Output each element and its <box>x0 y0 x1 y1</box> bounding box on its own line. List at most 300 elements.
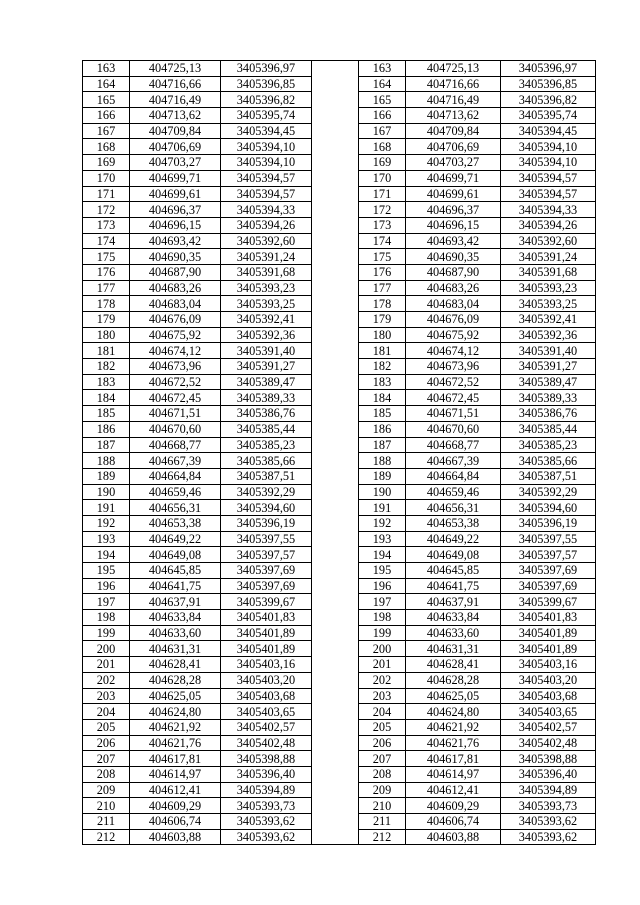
right-y-coordinate-cell: 3405392,60 <box>501 233 596 249</box>
column-gap <box>312 829 359 845</box>
left-x-coordinate-cell: 404664,84 <box>130 468 221 484</box>
right-x-coordinate-cell: 404606,74 <box>406 814 501 830</box>
right-y-coordinate-cell: 3405396,97 <box>501 61 596 77</box>
table-row <box>83 327 596 343</box>
left-y-coordinate-cell: 3405385,23 <box>221 437 312 453</box>
right-y-coordinate-cell: 3405391,68 <box>501 264 596 280</box>
left-x-coordinate-cell: 404671,51 <box>130 406 221 422</box>
right-point-number-cell: 197 <box>359 594 406 610</box>
table-row <box>83 735 596 751</box>
right-point-number-cell: 201 <box>359 657 406 673</box>
right-point-number-cell: 165 <box>359 92 406 108</box>
right-x-coordinate-cell: 404641,75 <box>406 578 501 594</box>
right-point-number-cell: 184 <box>359 390 406 406</box>
table-row <box>83 280 596 296</box>
left-y-coordinate-cell: 3405394,33 <box>221 202 312 218</box>
right-y-coordinate-cell: 3405394,10 <box>501 155 596 171</box>
column-gap <box>312 61 359 77</box>
column-gap <box>312 233 359 249</box>
table-row <box>83 312 596 328</box>
left-x-coordinate-cell: 404706,69 <box>130 139 221 155</box>
column-gap <box>312 343 359 359</box>
right-y-coordinate-cell: 3405393,62 <box>501 814 596 830</box>
table-row <box>83 563 596 579</box>
table-row <box>83 249 596 265</box>
left-x-coordinate-cell: 404624,80 <box>130 704 221 720</box>
left-point-number-cell: 210 <box>83 798 130 814</box>
right-x-coordinate-cell: 404614,97 <box>406 766 501 782</box>
right-y-coordinate-cell: 3405385,66 <box>501 453 596 469</box>
right-x-coordinate-cell: 404603,88 <box>406 829 501 845</box>
left-x-coordinate-cell: 404716,49 <box>130 92 221 108</box>
right-y-coordinate-cell: 3405393,73 <box>501 798 596 814</box>
right-x-coordinate-cell: 404699,61 <box>406 186 501 202</box>
right-y-coordinate-cell: 3405397,55 <box>501 531 596 547</box>
left-y-coordinate-cell: 3405403,65 <box>221 704 312 720</box>
right-y-coordinate-cell: 3405403,20 <box>501 672 596 688</box>
left-x-coordinate-cell: 404653,38 <box>130 515 221 531</box>
left-x-coordinate-cell: 404683,26 <box>130 280 221 296</box>
left-point-number-cell: 198 <box>83 610 130 626</box>
table-row <box>83 468 596 484</box>
right-point-number-cell: 188 <box>359 453 406 469</box>
left-point-number-cell: 189 <box>83 468 130 484</box>
right-x-coordinate-cell: 404696,37 <box>406 202 501 218</box>
left-point-number-cell: 174 <box>83 233 130 249</box>
left-y-coordinate-cell: 3405389,33 <box>221 390 312 406</box>
left-x-coordinate-cell: 404693,42 <box>130 233 221 249</box>
right-x-coordinate-cell: 404645,85 <box>406 563 501 579</box>
left-x-coordinate-cell: 404621,76 <box>130 735 221 751</box>
left-point-number-cell: 181 <box>83 343 130 359</box>
left-point-number-cell: 166 <box>83 108 130 124</box>
left-point-number-cell: 192 <box>83 515 130 531</box>
left-y-coordinate-cell: 3405396,40 <box>221 766 312 782</box>
left-y-coordinate-cell: 3405396,85 <box>221 76 312 92</box>
column-gap <box>312 217 359 233</box>
table-row <box>83 374 596 390</box>
right-y-coordinate-cell: 3405389,33 <box>501 390 596 406</box>
right-y-coordinate-cell: 3405385,44 <box>501 421 596 437</box>
left-x-coordinate-cell: 404713,62 <box>130 108 221 124</box>
right-x-coordinate-cell: 404637,91 <box>406 594 501 610</box>
right-x-coordinate-cell: 404690,35 <box>406 249 501 265</box>
left-point-number-cell: 205 <box>83 719 130 735</box>
right-x-coordinate-cell: 404725,13 <box>406 61 501 77</box>
right-x-coordinate-cell: 404675,92 <box>406 327 501 343</box>
left-point-number-cell: 180 <box>83 327 130 343</box>
right-x-coordinate-cell: 404693,42 <box>406 233 501 249</box>
column-gap <box>312 515 359 531</box>
right-y-coordinate-cell: 3405385,23 <box>501 437 596 453</box>
right-point-number-cell: 211 <box>359 814 406 830</box>
right-x-coordinate-cell: 404676,09 <box>406 312 501 328</box>
column-gap <box>312 735 359 751</box>
left-y-coordinate-cell: 3405394,57 <box>221 170 312 186</box>
right-x-coordinate-cell: 404633,84 <box>406 610 501 626</box>
right-y-coordinate-cell: 3405394,57 <box>501 170 596 186</box>
column-gap <box>312 327 359 343</box>
column-gap <box>312 563 359 579</box>
right-y-coordinate-cell: 3405387,51 <box>501 468 596 484</box>
left-point-number-cell: 173 <box>83 217 130 233</box>
left-y-coordinate-cell: 3405395,74 <box>221 108 312 124</box>
right-x-coordinate-cell: 404687,90 <box>406 264 501 280</box>
right-y-coordinate-cell: 3405391,27 <box>501 359 596 375</box>
column-gap <box>312 704 359 720</box>
left-point-number-cell: 193 <box>83 531 130 547</box>
column-gap <box>312 264 359 280</box>
left-x-coordinate-cell: 404696,37 <box>130 202 221 218</box>
column-gap <box>312 610 359 626</box>
left-x-coordinate-cell: 404668,77 <box>130 437 221 453</box>
left-x-coordinate-cell: 404625,05 <box>130 688 221 704</box>
right-point-number-cell: 186 <box>359 421 406 437</box>
left-x-coordinate-cell: 404667,39 <box>130 453 221 469</box>
column-gap <box>312 500 359 516</box>
left-y-coordinate-cell: 3405386,76 <box>221 406 312 422</box>
left-y-coordinate-cell: 3405389,47 <box>221 374 312 390</box>
right-point-number-cell: 178 <box>359 296 406 312</box>
right-point-number-cell: 206 <box>359 735 406 751</box>
left-y-coordinate-cell: 3405398,88 <box>221 751 312 767</box>
table-row <box>83 359 596 375</box>
right-y-coordinate-cell: 3405403,16 <box>501 657 596 673</box>
right-x-coordinate-cell: 404649,22 <box>406 531 501 547</box>
column-gap <box>312 798 359 814</box>
right-x-coordinate-cell: 404683,26 <box>406 280 501 296</box>
right-point-number-cell: 179 <box>359 312 406 328</box>
left-x-coordinate-cell: 404672,45 <box>130 390 221 406</box>
left-point-number-cell: 206 <box>83 735 130 751</box>
left-x-coordinate-cell: 404637,91 <box>130 594 221 610</box>
right-y-coordinate-cell: 3405394,26 <box>501 217 596 233</box>
left-y-coordinate-cell: 3405385,44 <box>221 421 312 437</box>
column-gap <box>312 625 359 641</box>
right-x-coordinate-cell: 404612,41 <box>406 782 501 798</box>
left-y-coordinate-cell: 3405397,69 <box>221 578 312 594</box>
right-x-coordinate-cell: 404656,31 <box>406 500 501 516</box>
right-point-number-cell: 166 <box>359 108 406 124</box>
column-gap <box>312 531 359 547</box>
left-x-coordinate-cell: 404614,97 <box>130 766 221 782</box>
left-x-coordinate-cell: 404699,61 <box>130 186 221 202</box>
right-y-coordinate-cell: 3405401,89 <box>501 625 596 641</box>
right-x-coordinate-cell: 404673,96 <box>406 359 501 375</box>
right-y-coordinate-cell: 3405386,76 <box>501 406 596 422</box>
left-y-coordinate-cell: 3405391,68 <box>221 264 312 280</box>
right-x-coordinate-cell: 404699,71 <box>406 170 501 186</box>
column-gap <box>312 108 359 124</box>
table-row <box>83 515 596 531</box>
left-y-coordinate-cell: 3405402,48 <box>221 735 312 751</box>
right-y-coordinate-cell: 3405389,47 <box>501 374 596 390</box>
right-y-coordinate-cell: 3405396,19 <box>501 515 596 531</box>
column-gap <box>312 359 359 375</box>
table-row <box>83 688 596 704</box>
table-row <box>83 500 596 516</box>
left-point-number-cell: 179 <box>83 312 130 328</box>
left-point-number-cell: 163 <box>83 61 130 77</box>
right-y-coordinate-cell: 3405399,67 <box>501 594 596 610</box>
left-point-number-cell: 186 <box>83 421 130 437</box>
left-x-coordinate-cell: 404633,84 <box>130 610 221 626</box>
left-point-number-cell: 188 <box>83 453 130 469</box>
left-x-coordinate-cell: 404672,52 <box>130 374 221 390</box>
table-row <box>83 751 596 767</box>
column-gap <box>312 186 359 202</box>
left-y-coordinate-cell: 3405401,89 <box>221 641 312 657</box>
left-x-coordinate-cell: 404670,60 <box>130 421 221 437</box>
left-x-coordinate-cell: 404612,41 <box>130 782 221 798</box>
left-y-coordinate-cell: 3405397,55 <box>221 531 312 547</box>
left-point-number-cell: 177 <box>83 280 130 296</box>
right-y-coordinate-cell: 3405397,69 <box>501 578 596 594</box>
right-y-coordinate-cell: 3405397,69 <box>501 563 596 579</box>
column-gap <box>312 249 359 265</box>
right-y-coordinate-cell: 3405402,48 <box>501 735 596 751</box>
left-x-coordinate-cell: 404631,31 <box>130 641 221 657</box>
right-y-coordinate-cell: 3405403,68 <box>501 688 596 704</box>
left-x-coordinate-cell: 404649,22 <box>130 531 221 547</box>
column-gap <box>312 594 359 610</box>
left-y-coordinate-cell: 3405394,10 <box>221 155 312 171</box>
left-x-coordinate-cell: 404603,88 <box>130 829 221 845</box>
table-row <box>83 202 596 218</box>
right-y-coordinate-cell: 3405398,88 <box>501 751 596 767</box>
table-row <box>83 217 596 233</box>
right-point-number-cell: 170 <box>359 170 406 186</box>
column-gap <box>312 547 359 563</box>
right-point-number-cell: 169 <box>359 155 406 171</box>
right-point-number-cell: 173 <box>359 217 406 233</box>
column-gap <box>312 76 359 92</box>
table-row <box>83 547 596 563</box>
right-point-number-cell: 194 <box>359 547 406 563</box>
right-y-coordinate-cell: 3405393,23 <box>501 280 596 296</box>
table-row <box>83 766 596 782</box>
right-y-coordinate-cell: 3405392,29 <box>501 484 596 500</box>
table-row <box>83 531 596 547</box>
column-gap <box>312 280 359 296</box>
right-y-coordinate-cell: 3405392,36 <box>501 327 596 343</box>
right-point-number-cell: 202 <box>359 672 406 688</box>
column-gap <box>312 578 359 594</box>
right-x-coordinate-cell: 404703,27 <box>406 155 501 171</box>
right-x-coordinate-cell: 404667,39 <box>406 453 501 469</box>
right-point-number-cell: 172 <box>359 202 406 218</box>
right-point-number-cell: 177 <box>359 280 406 296</box>
left-y-coordinate-cell: 3405385,66 <box>221 453 312 469</box>
left-point-number-cell: 183 <box>83 374 130 390</box>
table-row <box>83 296 596 312</box>
right-point-number-cell: 171 <box>359 186 406 202</box>
right-x-coordinate-cell: 404628,41 <box>406 657 501 673</box>
left-x-coordinate-cell: 404649,08 <box>130 547 221 563</box>
left-point-number-cell: 167 <box>83 123 130 139</box>
right-x-coordinate-cell: 404609,29 <box>406 798 501 814</box>
left-x-coordinate-cell: 404687,90 <box>130 264 221 280</box>
left-point-number-cell: 172 <box>83 202 130 218</box>
right-y-coordinate-cell: 3405397,57 <box>501 547 596 563</box>
right-y-coordinate-cell: 3405394,33 <box>501 202 596 218</box>
column-gap <box>312 155 359 171</box>
left-x-coordinate-cell: 404673,96 <box>130 359 221 375</box>
left-point-number-cell: 176 <box>83 264 130 280</box>
right-y-coordinate-cell: 3405401,83 <box>501 610 596 626</box>
left-y-coordinate-cell: 3405399,67 <box>221 594 312 610</box>
table-row <box>83 92 596 108</box>
coordinate-table <box>82 60 596 845</box>
right-x-coordinate-cell: 404706,69 <box>406 139 501 155</box>
table-row <box>83 578 596 594</box>
column-gap <box>312 123 359 139</box>
right-point-number-cell: 192 <box>359 515 406 531</box>
left-y-coordinate-cell: 3405396,97 <box>221 61 312 77</box>
right-point-number-cell: 203 <box>359 688 406 704</box>
right-point-number-cell: 207 <box>359 751 406 767</box>
right-x-coordinate-cell: 404683,04 <box>406 296 501 312</box>
column-gap <box>312 312 359 328</box>
left-point-number-cell: 169 <box>83 155 130 171</box>
document-page <box>82 60 595 845</box>
left-point-number-cell: 178 <box>83 296 130 312</box>
column-gap <box>312 406 359 422</box>
table-row <box>83 390 596 406</box>
left-point-number-cell: 204 <box>83 704 130 720</box>
left-point-number-cell: 168 <box>83 139 130 155</box>
right-point-number-cell: 187 <box>359 437 406 453</box>
right-x-coordinate-cell: 404633,60 <box>406 625 501 641</box>
right-point-number-cell: 164 <box>359 76 406 92</box>
right-point-number-cell: 212 <box>359 829 406 845</box>
left-point-number-cell: 208 <box>83 766 130 782</box>
column-gap <box>312 139 359 155</box>
table-row <box>83 186 596 202</box>
right-x-coordinate-cell: 404628,28 <box>406 672 501 688</box>
right-x-coordinate-cell: 404617,81 <box>406 751 501 767</box>
right-x-coordinate-cell: 404631,31 <box>406 641 501 657</box>
left-x-coordinate-cell: 404699,71 <box>130 170 221 186</box>
column-gap <box>312 641 359 657</box>
column-gap <box>312 374 359 390</box>
left-x-coordinate-cell: 404725,13 <box>130 61 221 77</box>
right-point-number-cell: 208 <box>359 766 406 782</box>
table-row <box>83 437 596 453</box>
left-point-number-cell: 187 <box>83 437 130 453</box>
left-y-coordinate-cell: 3405392,41 <box>221 312 312 328</box>
left-y-coordinate-cell: 3405402,57 <box>221 719 312 735</box>
left-point-number-cell: 190 <box>83 484 130 500</box>
left-x-coordinate-cell: 404609,29 <box>130 798 221 814</box>
left-y-coordinate-cell: 3405392,60 <box>221 233 312 249</box>
right-point-number-cell: 185 <box>359 406 406 422</box>
column-gap <box>312 672 359 688</box>
right-x-coordinate-cell: 404625,05 <box>406 688 501 704</box>
column-gap <box>312 437 359 453</box>
right-point-number-cell: 193 <box>359 531 406 547</box>
right-y-coordinate-cell: 3405391,40 <box>501 343 596 359</box>
left-y-coordinate-cell: 3405391,40 <box>221 343 312 359</box>
left-x-coordinate-cell: 404641,75 <box>130 578 221 594</box>
right-point-number-cell: 167 <box>359 123 406 139</box>
right-x-coordinate-cell: 404664,84 <box>406 468 501 484</box>
left-x-coordinate-cell: 404696,15 <box>130 217 221 233</box>
left-x-coordinate-cell: 404675,92 <box>130 327 221 343</box>
left-x-coordinate-cell: 404676,09 <box>130 312 221 328</box>
left-y-coordinate-cell: 3405393,73 <box>221 798 312 814</box>
left-point-number-cell: 195 <box>83 563 130 579</box>
table-row <box>83 123 596 139</box>
column-gap <box>312 390 359 406</box>
right-x-coordinate-cell: 404674,12 <box>406 343 501 359</box>
table-row <box>83 343 596 359</box>
left-y-coordinate-cell: 3405394,45 <box>221 123 312 139</box>
left-point-number-cell: 170 <box>83 170 130 186</box>
column-gap <box>312 719 359 735</box>
left-point-number-cell: 196 <box>83 578 130 594</box>
table-row <box>83 610 596 626</box>
right-y-coordinate-cell: 3405392,41 <box>501 312 596 328</box>
right-x-coordinate-cell: 404621,92 <box>406 719 501 735</box>
right-point-number-cell: 189 <box>359 468 406 484</box>
right-x-coordinate-cell: 404709,84 <box>406 123 501 139</box>
right-point-number-cell: 200 <box>359 641 406 657</box>
right-point-number-cell: 210 <box>359 798 406 814</box>
left-point-number-cell: 212 <box>83 829 130 845</box>
right-y-coordinate-cell: 3405403,65 <box>501 704 596 720</box>
right-y-coordinate-cell: 3405396,85 <box>501 76 596 92</box>
right-y-coordinate-cell: 3405395,74 <box>501 108 596 124</box>
left-x-coordinate-cell: 404659,46 <box>130 484 221 500</box>
table-row <box>83 233 596 249</box>
left-y-coordinate-cell: 3405403,68 <box>221 688 312 704</box>
left-x-coordinate-cell: 404606,74 <box>130 814 221 830</box>
left-y-coordinate-cell: 3405394,26 <box>221 217 312 233</box>
right-x-coordinate-cell: 404672,45 <box>406 390 501 406</box>
left-y-coordinate-cell: 3405397,57 <box>221 547 312 563</box>
left-point-number-cell: 185 <box>83 406 130 422</box>
right-point-number-cell: 209 <box>359 782 406 798</box>
left-x-coordinate-cell: 404633,60 <box>130 625 221 641</box>
column-gap <box>312 453 359 469</box>
right-y-coordinate-cell: 3405394,60 <box>501 500 596 516</box>
left-x-coordinate-cell: 404628,41 <box>130 657 221 673</box>
table-row <box>83 625 596 641</box>
table-row <box>83 76 596 92</box>
table-row <box>83 829 596 845</box>
left-point-number-cell: 197 <box>83 594 130 610</box>
left-x-coordinate-cell: 404703,27 <box>130 155 221 171</box>
left-point-number-cell: 184 <box>83 390 130 406</box>
right-x-coordinate-cell: 404659,46 <box>406 484 501 500</box>
left-x-coordinate-cell: 404683,04 <box>130 296 221 312</box>
left-point-number-cell: 164 <box>83 76 130 92</box>
table-row <box>83 657 596 673</box>
table-row <box>83 719 596 735</box>
right-y-coordinate-cell: 3405394,57 <box>501 186 596 202</box>
left-x-coordinate-cell: 404617,81 <box>130 751 221 767</box>
right-point-number-cell: 196 <box>359 578 406 594</box>
left-y-coordinate-cell: 3405401,89 <box>221 625 312 641</box>
right-point-number-cell: 168 <box>359 139 406 155</box>
right-x-coordinate-cell: 404653,38 <box>406 515 501 531</box>
left-y-coordinate-cell: 3405396,82 <box>221 92 312 108</box>
table-row <box>83 798 596 814</box>
table-row <box>83 421 596 437</box>
right-x-coordinate-cell: 404668,77 <box>406 437 501 453</box>
right-x-coordinate-cell: 404671,51 <box>406 406 501 422</box>
